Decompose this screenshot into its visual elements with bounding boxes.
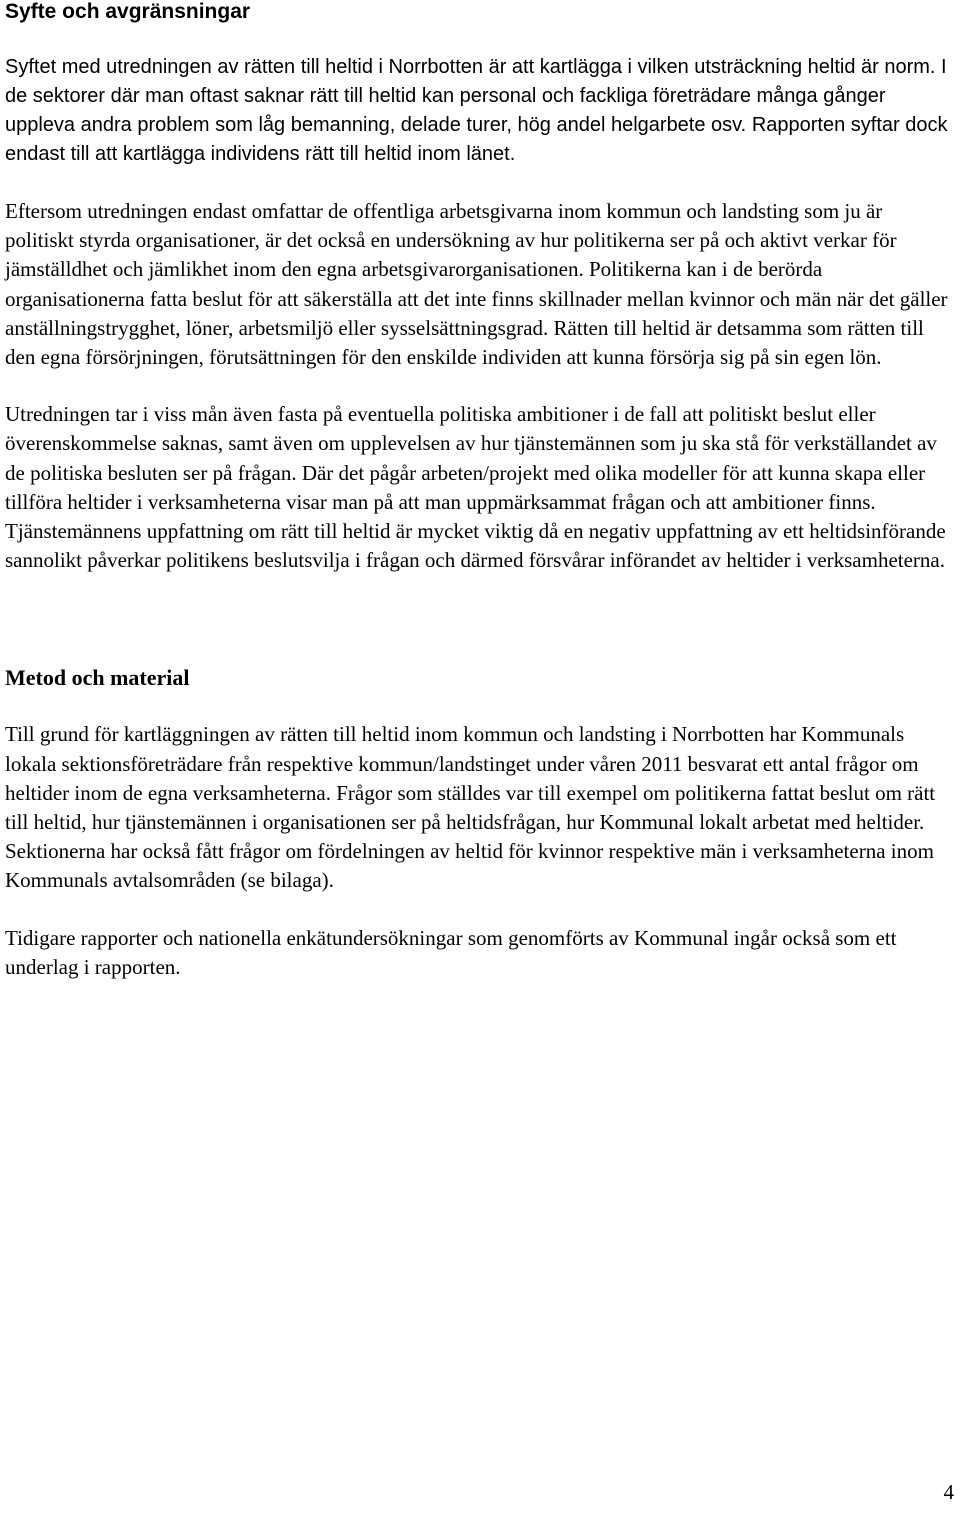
paragraph-eftersom: Eftersom utredningen endast omfattar de offentliga arbetsgivarna inom kommun och landsting som ju är politiskt styrda organisationer, är det också en undersökning av hur politikerna ser på och aktivt verkar för jämställdhet och jämlikhet inom den egna arbetsgivarorganisationen. Politikerna kan i de berörda organisationerna fatta beslut för att säkerställa att det inte finns skillnader mellan kvinnor och män när det gäller anställningstrygghet, löner, arbetsmiljö eller sysselsättningsgrad. Rätten till heltid är detsamma som rätten till den egna försörjningen, förutsättningen för den enskilde individen att kunna försörja sig på sin egen lön. [5,199,948,370]
paragraph-till-grund: Till grund för kartläggningen av rätten till heltid inom kommun och landsting i Norrbotten har Kommunals lokala sektionsföreträdare från respektive kommun/landstinget under våren 2011 besvarat ett antal frågor om heltider inom de egna verksamheterna. Frågor som ställdes var till exempel om politikerna fattat beslut om rätt till heltid, hur tjänstemännen i organisationen ser på heltidsfrågan, hur Kommunal lokalt arbetat med heltider. Sektionerna har också fått frågor om fördelningen av heltid för kvinnor respektive män i verksamheterna inom Kommunals avtalsområden (se bilaga). [5,722,936,893]
paragraph-syfte [5,53,955,169]
section-heading-syfte: Syfte och avgränsningar [5,0,251,23]
paragraph-utredningen: Utredningen tar i viss mån även fasta på eventuella politiska ambitioner i de fall att politiskt beslut eller överenskommelse saknas, samt även om upplevelsen av hur tjänstemännen som ju ska stå för verkställandet av de politiska besluten ser på frågan. Där det pågår arbeten/projekt med olika modeller för att kunna skapa eller tillföra heltider i verksamheterna visar man på att man uppmärksammat frågan och att ambitioner finns. Tjänstemännens uppfattning om rätt till heltid är mycket viktig då en negativ uppfattning av ett heltidsinförande sannolikt påverkar politikens beslutsvilja i frågan och därmed försvårar införandet av heltider i verksamheterna. [5,402,946,573]
page-number: 4 [943,1480,954,1504]
paragraph-syfte-part2: Rapporten syftar dock endast till att kartlägga individens rätt till heltid inom länet. [5,114,948,165]
section-heading-metod: Metod och material [5,665,190,691]
paragraph-syfte-part1: Syftet med utredningen av rätten till heltid i Norrbotten är att kartlägga i vilken utsträckning heltid är norm. I de sektorer där man oftast saknar rätt till heltid kan personal och fackliga företrädare många gånger uppleva andra problem som låg bemanning, delade turer, hög andel helgarbete osv. [5,56,947,136]
document-page [5,0,955,982]
paragraph-tidigare: Tidigare rapporter och nationella enkätundersökningar som genomförts av Kommunal ingår också som ett underlag i rapporten. [5,925,897,979]
